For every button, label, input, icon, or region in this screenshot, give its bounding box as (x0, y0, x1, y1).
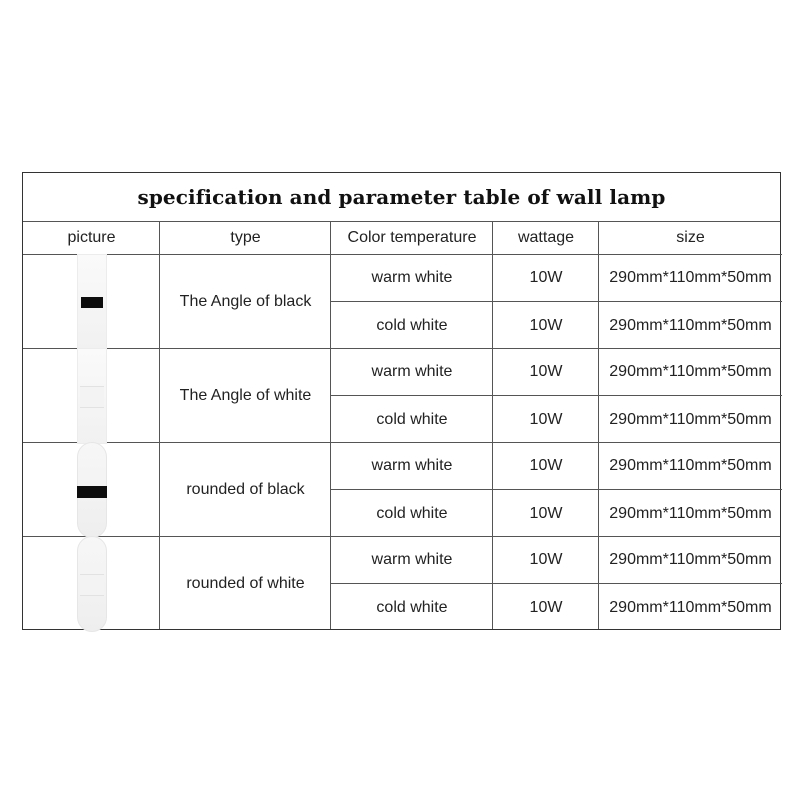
angle-black-lamp-icon (77, 254, 107, 350)
wattage-cell: 10W (529, 504, 563, 522)
size-cell: 290mm*110mm*50mm (609, 598, 772, 616)
color-temperature-cell: cold white (376, 410, 448, 428)
table-row (23, 255, 780, 349)
color-temperature-cell: cold white (376, 316, 448, 334)
variant-row (331, 490, 782, 537)
angle-white-lamp-icon (77, 348, 107, 444)
wattage-cell: 10W (529, 316, 563, 334)
picture-cell (23, 537, 160, 631)
table-row (23, 349, 780, 443)
type-cell: The Angle of white (179, 386, 312, 404)
header-wattage: wattage (493, 222, 599, 255)
size-cell: 290mm*110mm*50mm (609, 410, 772, 428)
color-temperature-cell: warm white (371, 269, 453, 286)
wattage-cell: 10W (529, 551, 563, 568)
type-cell: rounded of black (186, 480, 305, 498)
variant-row (331, 443, 782, 490)
header-color-temperature: Color temperature (331, 222, 493, 255)
table-row (23, 537, 780, 631)
size-cell: 290mm*110mm*50mm (609, 551, 772, 568)
color-temperature-cell: warm white (371, 363, 453, 380)
type-cell: The Angle of black (179, 292, 312, 310)
rounded-white-lamp-icon (77, 536, 107, 632)
picture-cell (23, 443, 160, 536)
variant-row (331, 584, 782, 631)
size-cell: 290mm*110mm*50mm (609, 316, 772, 334)
picture-cell (23, 255, 160, 348)
size-cell: 290mm*110mm*50mm (609, 504, 772, 522)
size-cell: 290mm*110mm*50mm (609, 363, 772, 380)
wattage-cell: 10W (529, 269, 563, 286)
variant-row (331, 396, 782, 443)
header-size: size (599, 222, 782, 255)
variant-row (331, 537, 782, 584)
wattage-cell: 10W (529, 363, 563, 380)
table-title: specification and parameter table of wall lamp (23, 173, 780, 222)
color-temperature-cell: warm white (371, 551, 453, 568)
wattage-cell: 10W (529, 598, 563, 616)
picture-cell (23, 349, 160, 442)
variant-row (331, 349, 782, 396)
header-type: type (160, 222, 331, 255)
wattage-cell: 10W (529, 457, 563, 474)
type-cell: rounded of white (186, 575, 305, 592)
variant-row (331, 302, 782, 349)
rounded-black-lamp-icon (77, 442, 107, 538)
table-row (23, 443, 780, 537)
table-body (23, 255, 780, 629)
size-cell: 290mm*110mm*50mm (609, 269, 772, 286)
size-cell: 290mm*110mm*50mm (609, 457, 772, 474)
color-temperature-cell: cold white (376, 504, 448, 522)
wattage-cell: 10W (529, 410, 563, 428)
variant-row (331, 255, 782, 302)
spec-table (22, 172, 781, 630)
color-temperature-cell: cold white (376, 598, 448, 616)
color-temperature-cell: warm white (371, 457, 453, 474)
header-picture: picture (23, 222, 160, 255)
